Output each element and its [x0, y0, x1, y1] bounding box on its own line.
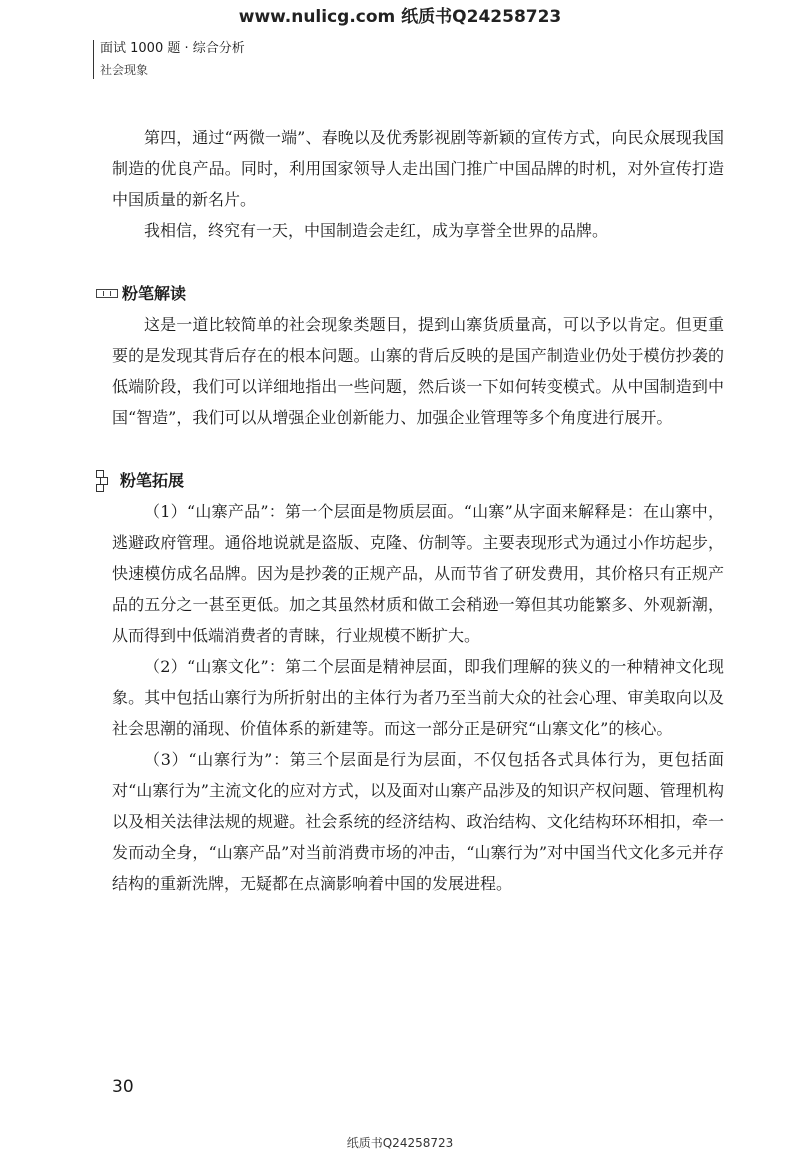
- interpretation-paragraph: 这是一道比较简单的社会现象类题目，提到山寨货质量高，可以予以肯定。但更重要的是发现其背后存在的根本问题。山寨的背后反映的是国产制造业仍处于模仿抄袭的低端阶段，我们可以详细地指出一些问题，然后谈一下如何转变模式。从中国制造到中国“智造”，我们可以从增强企业创新能力、加强企业管理等多个角度进行展开。: [112, 315, 724, 427]
- section-title-text: 粉笔拓展: [120, 471, 185, 490]
- extension-paragraph: （1）“山寨产品”：第一个层面是物质层面。“山寨”从字面来解释是：在山寨中，逃避政府管理。通俗地说就是盗版、克隆、仿制等。主要表现形式为通过小作坊起步，快速模仿成名品牌。因为是抄袭的正规产品，从而节省了研发费用，其价格只有正规产品的五分之一甚至更低。加之其虽然材质和做工会稍逊一筹但其功能繁多、外观新潮，从而得到中低端消费者的青睐，行业规模不断扩大。: [112, 502, 724, 645]
- section-marker-icon: [96, 470, 110, 492]
- running-header: [93, 40, 245, 79]
- watermark-top: www.nulicg.com 纸质书Q24258723: [238, 7, 562, 27]
- section-title-text: 粉笔解读: [122, 284, 187, 303]
- section-title-extension: [96, 465, 724, 496]
- answer-paragraph: 第四，通过“两微一端”、春晚以及优秀影视剧等新颖的宣传方式，向民众展现我国制造的优良产品。同时，利用国家领导人走出国门推广中国品牌的时机，对外宣传打造中国质量的新名片。: [112, 128, 724, 209]
- page-number: 30: [112, 1077, 134, 1097]
- section-title-interpretation: [96, 278, 724, 309]
- chapter-title: 社会现象: [100, 63, 149, 77]
- section-marker-icon: [96, 289, 118, 298]
- answer-paragraph: 我相信，终究有一天，中国制造会走红，成为享誉全世界的品牌。: [144, 221, 609, 240]
- watermark-bottom: 纸质书Q24258723: [346, 1136, 454, 1150]
- extension-paragraph: （3）“山寨行为”：第三个层面是行为层面，不仅包括各式具体行为，更包括面对“山寨行为”主流文化的应对方式，以及面对山寨产品涉及的知识产权问题、管理机构以及相关法律法规的规避。社会系统的经济结构、政治结构、文化结构环环相扣，牵一发而动全身，“山寨产品”对当前消费市场的冲击，“山寨行为”对中国当代文化多元并存结构的重新洗牌，无疑都在点滴影响着中国的发展进程。: [112, 750, 724, 893]
- page-content: [112, 122, 724, 899]
- extension-paragraph: （2）“山寨文化”：第二个层面是精神层面，即我们理解的狭义的一种精神文化现象。其中包括山寨行为所折射出的主体行为者乃至当前大众的社会心理、审美取向以及社会思潮的涌现、价值体系的新建等。而这一部分正是研究“山寨文化”的核心。: [112, 657, 724, 738]
- book-title: 面试 1000 题 · 综合分析: [100, 41, 245, 56]
